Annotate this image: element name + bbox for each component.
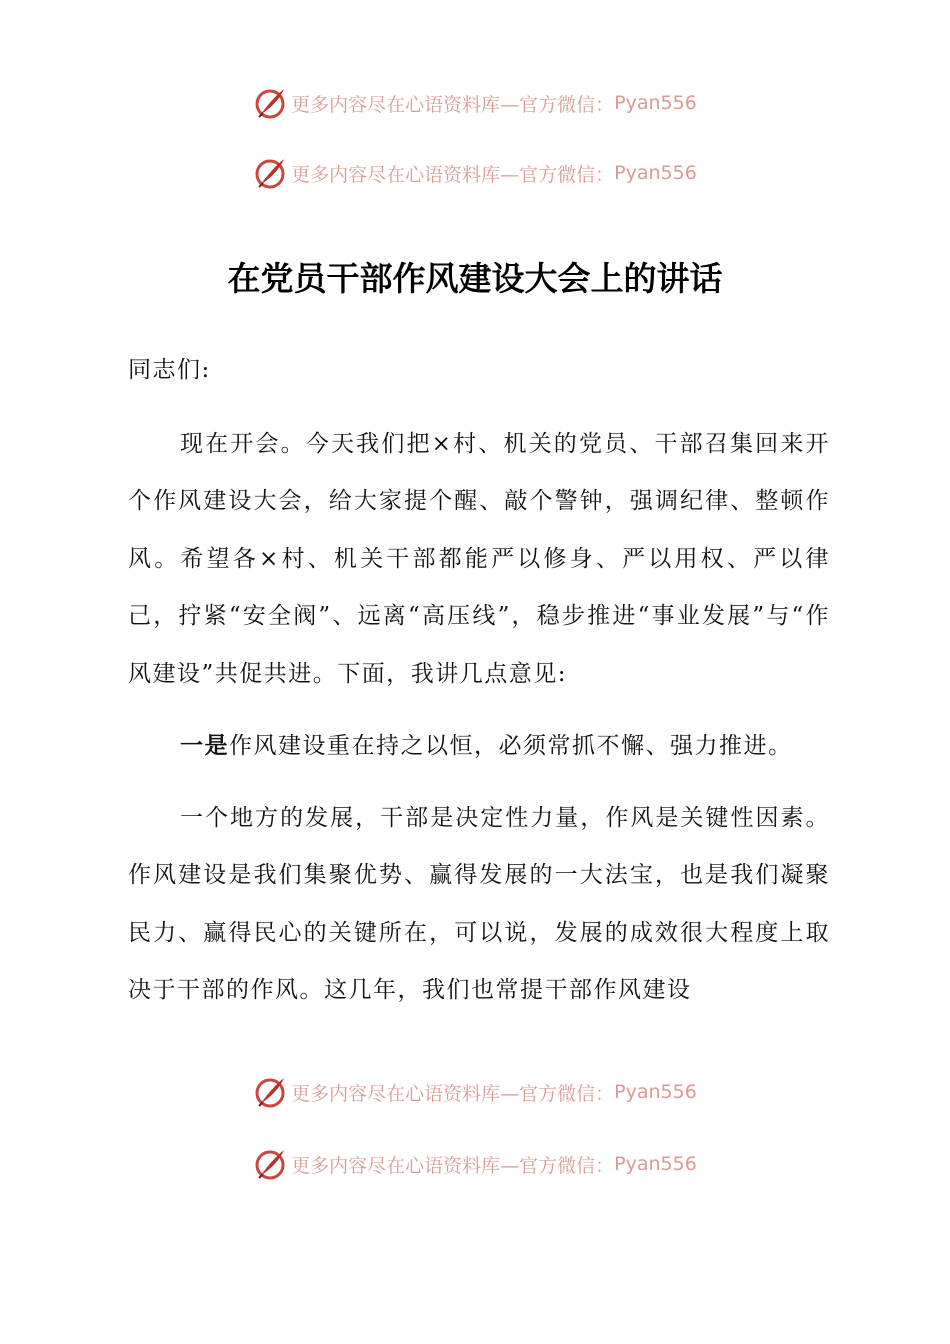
document-title: 在党员干部作风建设大会上的讲话 xyxy=(227,259,723,298)
watermark-banner-top-2 xyxy=(0,153,950,193)
quill-logo-icon xyxy=(253,156,287,190)
watermark-banner-bottom-1 xyxy=(0,1072,950,1112)
point-one-lead: 一是 xyxy=(180,732,229,759)
salutation: 同志们: xyxy=(128,357,211,383)
point-one-heading xyxy=(128,717,830,776)
watermark-text: 更多内容尽在心语资料库—官方微信： xyxy=(291,1082,615,1105)
quill-logo-icon xyxy=(253,1147,287,1181)
quill-logo-icon xyxy=(253,1075,287,1109)
watermark-wechat-id: Pyan556 xyxy=(614,1081,697,1103)
watermark-banner-top-1 xyxy=(0,83,950,123)
watermark-wechat-id: Pyan556 xyxy=(614,1153,697,1175)
watermark-wechat-id: Pyan556 xyxy=(614,162,697,184)
watermark-text: 更多内容尽在心语资料库—官方微信： xyxy=(291,93,615,116)
paragraph-development: 一个地方的发展，干部是决定性力量，作风是关键性因素。作风建设是我们集聚优势、赢得发展的一大法宝，也是我们凝聚民力、赢得民心的关键所在，可以说，发展的成效很大程度上取决于干部的作风。这几年，我们也常提干部作风建设 xyxy=(128,804,830,1003)
paragraph-opening: 现在开会。今天我们把×村、机关的党员、干部召集回来开个作风建设大会，给大家提个醒、敲个警钟，强调纪律、整顿作风。希望各×村、机关干部都能严以修身、严以用权、严以律己，拧紧“安全阀”、远离“高压线”，稳步推进“事业发展”与“作风建设”共促共进。下面，我讲几点意见: xyxy=(128,430,830,687)
watermark-wechat-id: Pyan556 xyxy=(614,92,697,114)
watermark-text: 更多内容尽在心语资料库—官方微信： xyxy=(291,163,615,186)
document-body xyxy=(128,342,830,1020)
quill-logo-icon xyxy=(253,86,287,120)
point-one-text: 作风建设重在持之以恒，必须常抓不懈、强力推进。 xyxy=(229,733,793,759)
watermark-text: 更多内容尽在心语资料库—官方微信： xyxy=(291,1154,615,1177)
watermark-banner-bottom-2 xyxy=(0,1144,950,1184)
